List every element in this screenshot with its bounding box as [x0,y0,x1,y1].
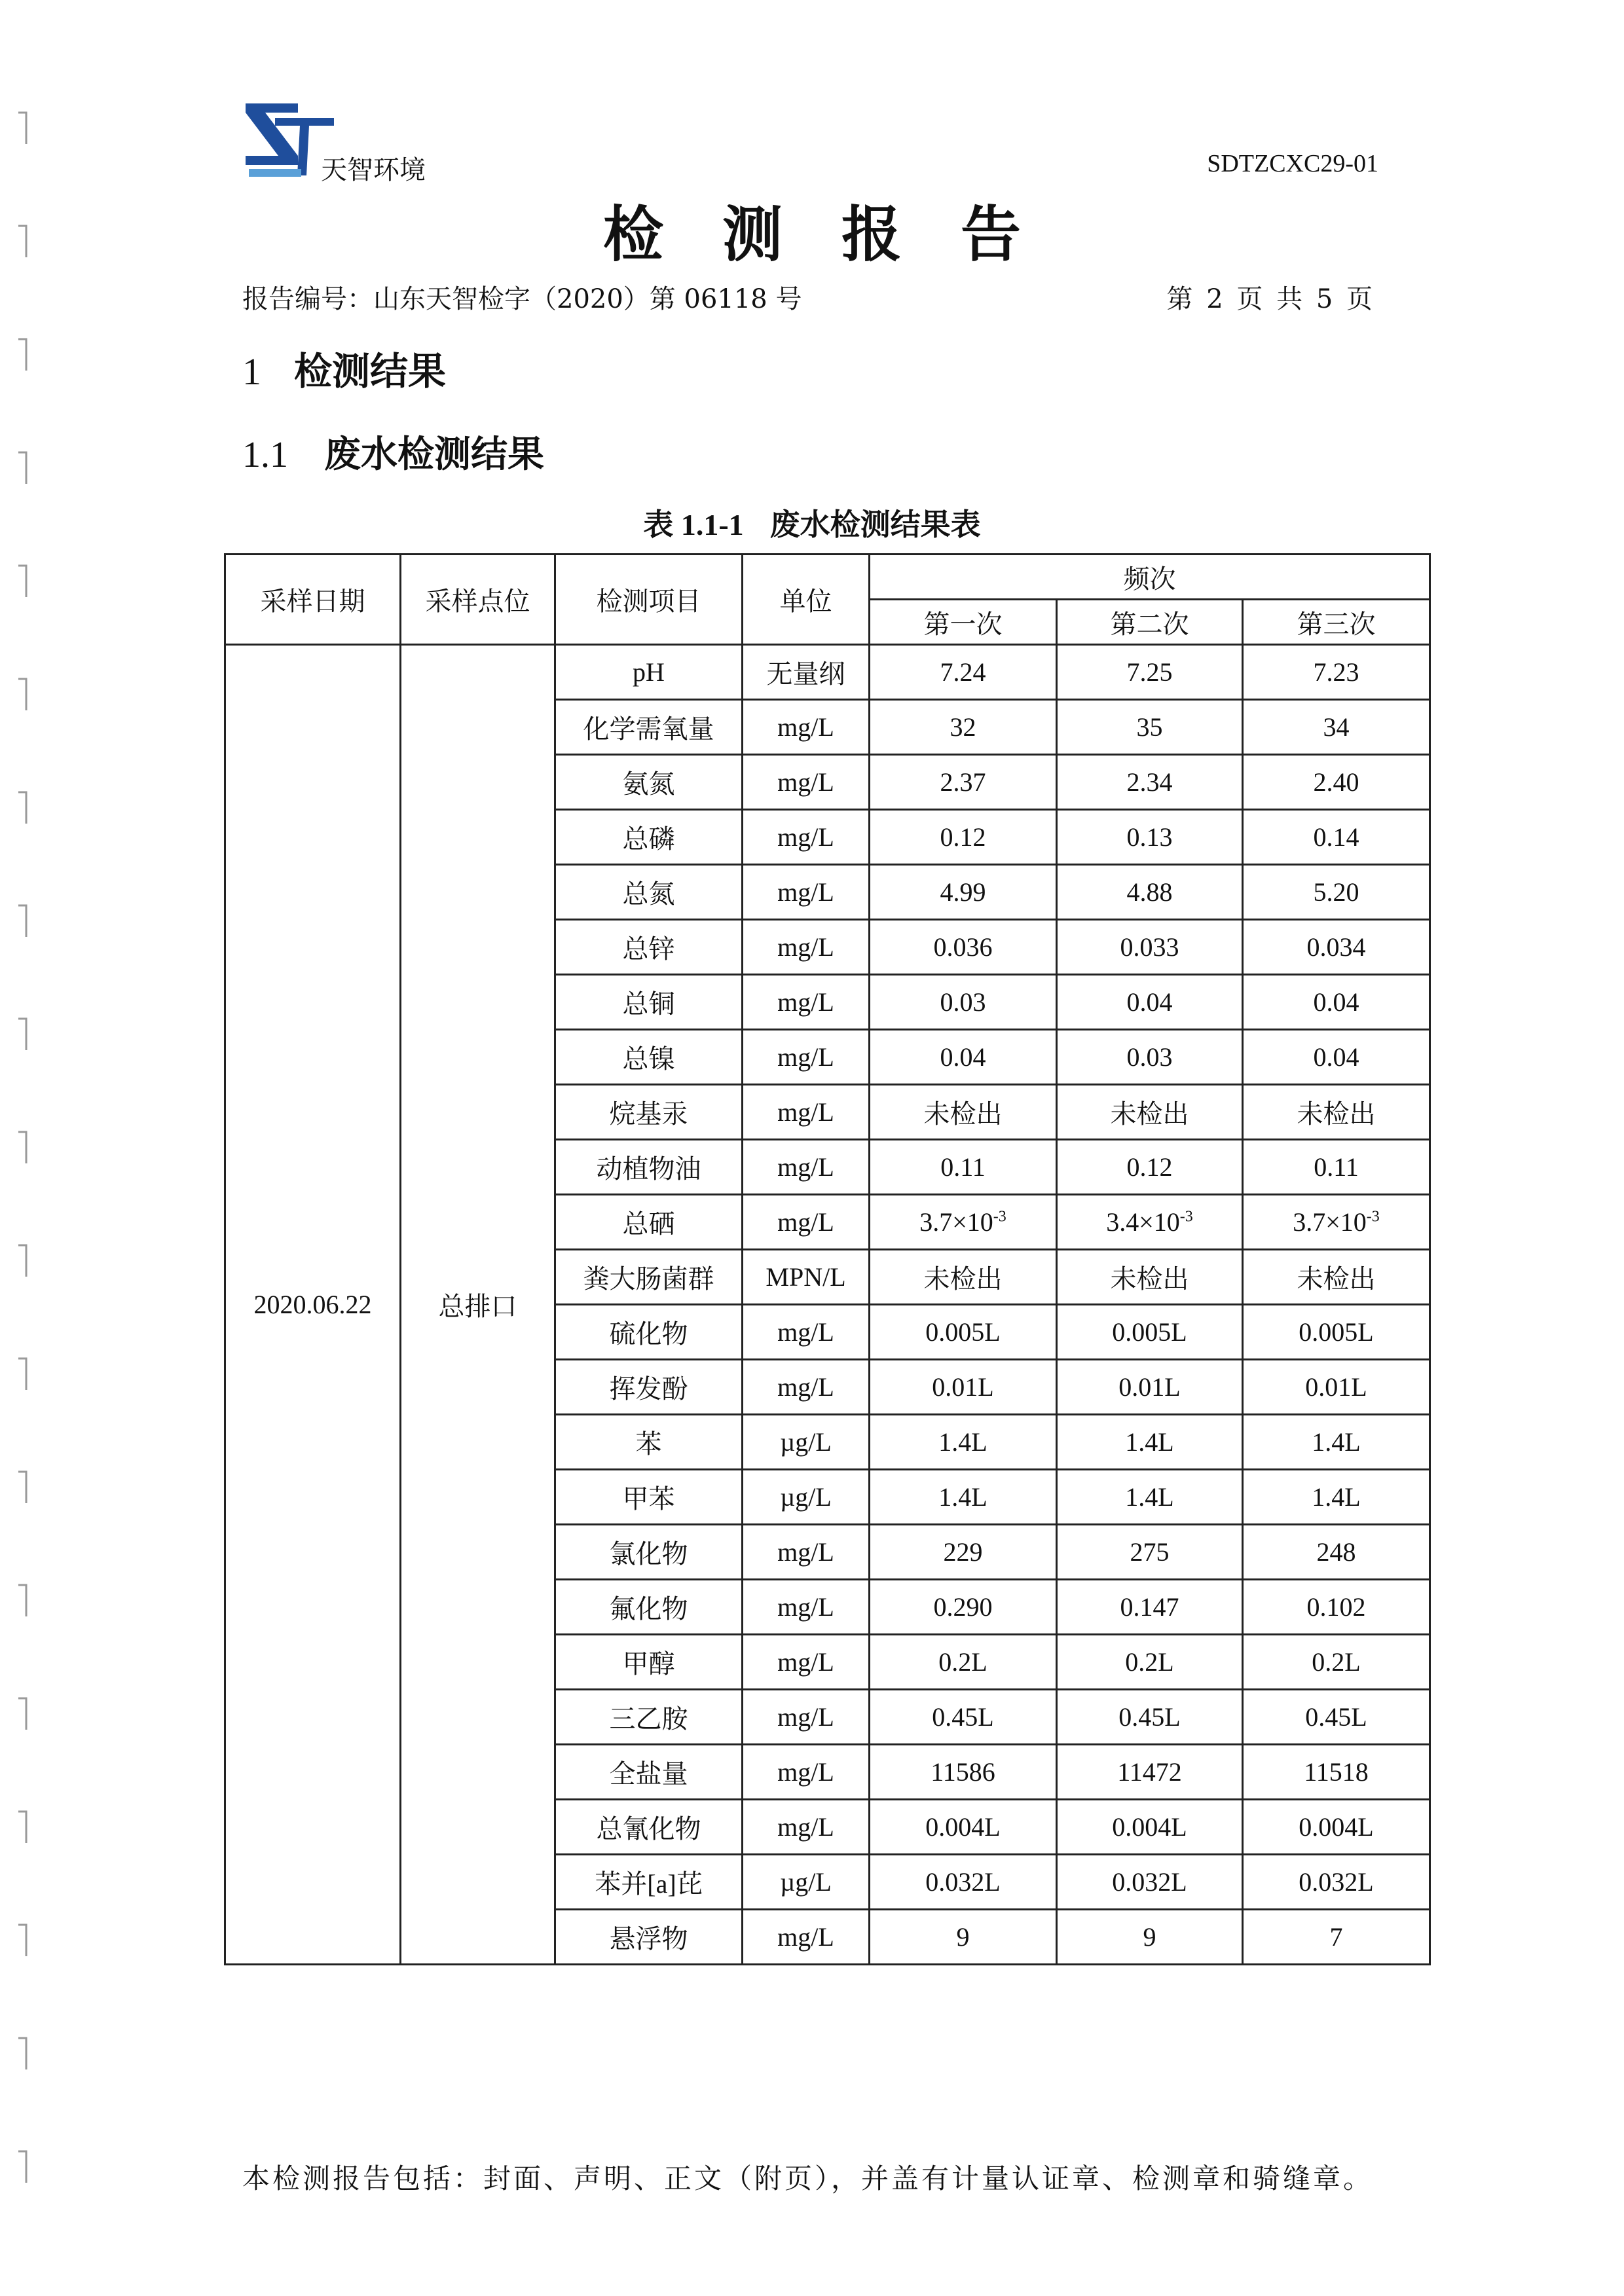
value-first-text: 0.11 [940,1152,986,1182]
unit-cell [743,1360,870,1415]
value-third [1243,1140,1430,1195]
value-second [1057,1030,1243,1085]
unit-cell-text: mg/L [777,932,834,962]
unit-cell-text: mg/L [777,1207,834,1237]
item-cell [555,865,743,920]
value-first-text: 32 [950,712,976,742]
value-second-text: 未检出 [1110,1099,1189,1129]
value-third [1243,1635,1430,1690]
value-second-text: 0.13 [1126,822,1173,852]
item-cell-text: 化学需氧量 [583,714,714,744]
value-third-text: 11518 [1304,1757,1369,1787]
sampling-date-cell: 2020.06.22 [225,645,401,1965]
unit-cell [743,975,870,1030]
value-third [1243,865,1430,920]
value-first [870,920,1057,975]
unit-cell [743,1085,870,1140]
table-caption [0,501,1624,544]
value-second [1057,975,1243,1030]
value-first [870,1250,1057,1305]
value-first [870,1855,1057,1910]
unit-cell [743,1745,870,1800]
unit-cell [743,755,870,810]
value-third-text: 0.004L [1299,1812,1374,1842]
value-first [870,1030,1057,1085]
value-third [1243,1250,1430,1305]
value-first-text: 3.7×10 [919,1207,993,1237]
unit-cell [743,1415,870,1470]
value-second-text: 0.04 [1126,987,1173,1017]
unit-cell [743,1800,870,1855]
section-title: 检测结果 [294,349,447,393]
item-cell-text: 粪大肠菌群 [583,1264,714,1294]
unit-cell [743,810,870,865]
value-first [870,1415,1057,1470]
value-first-text: 0.005L [925,1317,1001,1347]
page-indicator: 第 2 页 共 5 页 [1166,284,1375,314]
value-third-text: 0.102 [1306,1592,1366,1622]
value-third-text: 2.40 [1313,767,1359,797]
section-heading [242,340,446,395]
section-number: 1 [242,350,261,393]
item-cell [555,700,743,755]
subsection-title: 废水检测结果 [324,433,544,476]
value-second-text: 275 [1130,1537,1170,1567]
unit-cell-text: µg/L [780,1482,832,1512]
value-third-text: 7 [1329,1922,1343,1952]
value-second-text: 未检出 [1110,1264,1189,1294]
value-second-text: 4.88 [1126,877,1173,907]
value-third [1243,1415,1430,1470]
header-sampling-date: 采样日期 [225,555,401,645]
unit-cell-text: µg/L [780,1427,832,1457]
item-cell-text: 硫化物 [609,1319,688,1349]
unit-cell [743,1305,870,1360]
value-third-text: 0.14 [1313,822,1359,852]
footer-note: 本检测报告包括：封面、声明、正文（附页），并盖有计量认证章、检测章和骑缝章。 [242,2162,1374,2195]
value-first-text: 未检出 [923,1099,1003,1129]
value-third [1243,1855,1430,1910]
value-first [870,1195,1057,1250]
value-third [1243,1910,1430,1965]
unit-cell-text: mg/L [777,1702,834,1732]
item-cell [555,920,743,975]
value-third-text: 0.2L [1312,1647,1361,1677]
value-second-text: 0.005L [1112,1317,1187,1347]
value-second [1057,865,1243,920]
value-second-text: 0.2L [1125,1647,1174,1677]
value-first [870,1085,1057,1140]
value-third-text: 未检出 [1297,1264,1376,1294]
value-third-text: 34 [1323,712,1350,742]
value-second [1057,1800,1243,1855]
unit-cell-text: mg/L [777,1042,834,1072]
value-third-text: 3.7×10 [1293,1207,1367,1237]
item-cell [555,1800,743,1855]
value-second [1057,1525,1243,1580]
value-first-text: 未检出 [923,1264,1003,1294]
item-cell-text: 烷基汞 [609,1099,688,1129]
value-first-text: 0.290 [933,1592,993,1622]
results-table [224,553,1431,1965]
value-second [1057,1690,1243,1745]
report-title: 检测报告 [602,200,1080,270]
value-second-text: 0.033 [1120,932,1179,962]
value-first [870,1800,1057,1855]
value-third [1243,975,1430,1030]
item-cell-text: 苯 [635,1429,662,1459]
binding-marks [0,0,52,2296]
value-second [1057,1415,1243,1470]
unit-cell [743,1635,870,1690]
item-cell [555,1525,743,1580]
value-first-text: 4.99 [940,877,986,907]
value-third-text: 0.032L [1299,1867,1374,1897]
item-cell-text: 总硒 [622,1209,675,1239]
value-first-text: 0.04 [940,1042,986,1072]
header-test-item: 检测项目 [555,555,743,645]
value-first [870,865,1057,920]
table-title: 废水检测结果表 [769,507,981,542]
value-second-text: 0.03 [1126,1042,1173,1072]
value-first-text: 0.2L [938,1647,987,1677]
item-cell-text: 总镍 [622,1044,675,1074]
value-first-text: 0.01L [932,1372,994,1402]
value-second [1057,1580,1243,1635]
item-cell-text: 悬浮物 [609,1924,688,1954]
value-third [1243,1745,1430,1800]
value-second [1057,645,1243,700]
item-cell-text: 三乙胺 [609,1704,688,1734]
unit-cell [743,645,870,700]
value-second [1057,1470,1243,1525]
value-first [870,1525,1057,1580]
item-cell-text: 总铜 [622,989,675,1019]
unit-cell-text: mg/L [777,1757,834,1787]
value-first [870,975,1057,1030]
value-third [1243,645,1430,700]
item-cell-text: 总磷 [622,824,675,854]
unit-cell [743,1470,870,1525]
unit-cell [743,920,870,975]
value-third [1243,920,1430,975]
item-cell [555,1470,743,1525]
item-cell [555,1360,743,1415]
header-unit: 单位 [743,555,870,645]
unit-cell-text: mg/L [777,1537,834,1567]
item-cell [555,1305,743,1360]
value-third [1243,755,1430,810]
value-second-text: 0.12 [1126,1152,1173,1182]
item-cell [555,645,743,700]
value-second [1057,1305,1243,1360]
value-second [1057,755,1243,810]
item-cell-text: 挥发酚 [609,1374,688,1404]
item-cell [555,1635,743,1690]
value-second-text: 7.25 [1126,657,1173,687]
table-row [225,645,1430,700]
unit-cell-text: mg/L [777,1097,834,1127]
unit-cell [743,1525,870,1580]
item-cell-text: 总氰化物 [596,1814,701,1844]
value-first-text: 0.45L [932,1702,994,1732]
value-first-text: 0.036 [933,932,993,962]
item-cell [555,1195,743,1250]
value-first-text: 0.12 [940,822,986,852]
value-second [1057,1085,1243,1140]
value-second-text: 9 [1143,1922,1156,1952]
value-first-text: 9 [956,1922,970,1952]
unit-cell-text: mg/L [777,1647,834,1677]
unit-cell [743,865,870,920]
item-cell [555,1030,743,1085]
value-third-text: 7.23 [1313,657,1359,687]
item-cell [555,1250,743,1305]
value-third [1243,1085,1430,1140]
value-first-exponent: -3 [993,1208,1006,1226]
value-first-text: 2.37 [940,767,986,797]
unit-cell-text: mg/L [777,1152,834,1182]
value-second-text: 3.4×10 [1106,1207,1180,1237]
value-third [1243,1305,1430,1360]
item-cell [555,1140,743,1195]
value-second [1057,1195,1243,1250]
value-first [870,700,1057,755]
unit-cell-text: mg/L [777,1812,834,1842]
value-third-text: 1.4L [1312,1482,1361,1512]
value-second-text: 0.032L [1112,1867,1187,1897]
unit-cell [743,1690,870,1745]
unit-cell [743,1250,870,1305]
item-cell-text: 总锌 [622,934,675,964]
company-name: 天智环境 [321,155,426,185]
unit-cell [743,1580,870,1635]
value-first [870,1360,1057,1415]
value-second [1057,810,1243,865]
report-number: 报告编号：山东天智检字（2020）第 06118 号 [242,284,802,314]
value-third-text: 0.11 [1314,1152,1359,1182]
value-second [1057,1745,1243,1800]
value-first-text: 229 [943,1537,983,1567]
item-cell-text: pH [633,657,665,687]
company-logo [236,98,334,183]
value-first [870,1470,1057,1525]
value-first [870,1140,1057,1195]
value-third-text: 0.034 [1306,932,1366,962]
value-third-text: 1.4L [1312,1427,1361,1457]
unit-cell [743,700,870,755]
sampling-point-cell: 总排口 [401,645,555,1965]
header-frequency: 频次 [870,555,1430,600]
document-code: SDTZCXC29-01 [1207,150,1378,177]
value-second [1057,1855,1243,1910]
item-cell [555,1580,743,1635]
value-first [870,1580,1057,1635]
value-first-text: 0.004L [925,1812,1001,1842]
value-second-text: 11472 [1117,1757,1182,1787]
value-first [870,1305,1057,1360]
subsection-heading [242,426,544,478]
value-second-text: 0.004L [1112,1812,1187,1842]
value-first [870,1745,1057,1800]
item-cell-text: 动植物油 [596,1154,701,1184]
value-first [870,755,1057,810]
item-cell-text: 氨氮 [622,769,675,799]
table-number: 表 1.1-1 [643,508,744,541]
value-third [1243,1030,1430,1085]
item-cell [555,975,743,1030]
item-cell [555,1085,743,1140]
value-third [1243,1470,1430,1525]
value-second [1057,1635,1243,1690]
unit-cell [743,1030,870,1085]
item-cell-text: 氯化物 [609,1539,688,1569]
unit-cell-text: mg/L [777,712,834,742]
value-third-text: 248 [1316,1537,1356,1567]
value-second-text: 0.147 [1120,1592,1179,1622]
item-cell-text: 总氮 [622,879,675,909]
value-third [1243,1360,1430,1415]
unit-cell-text: mg/L [777,1592,834,1622]
item-cell [555,1415,743,1470]
value-third-text: 0.45L [1305,1702,1367,1732]
header-sampling-point: 采样点位 [401,555,555,645]
value-second-text: 1.4L [1125,1427,1174,1457]
item-cell [555,810,743,865]
header-second: 第二次 [1057,600,1243,645]
value-first [870,1690,1057,1745]
unit-cell-text: mg/L [777,987,834,1017]
value-second [1057,1910,1243,1965]
unit-cell-text: mg/L [777,822,834,852]
unit-cell-text: µg/L [780,1867,832,1897]
value-first-text: 1.4L [938,1482,987,1512]
value-first-text: 0.032L [925,1867,1001,1897]
value-third [1243,700,1430,755]
header-first: 第一次 [870,600,1057,645]
value-third [1243,1580,1430,1635]
unit-cell-text: mg/L [777,1372,834,1402]
unit-cell-text: MPN/L [766,1262,846,1292]
value-second-text: 0.01L [1118,1372,1181,1402]
value-second [1057,1360,1243,1415]
value-second [1057,920,1243,975]
unit-cell-text: mg/L [777,767,834,797]
value-third-text: 5.20 [1313,877,1359,907]
unit-cell-text: 无量纲 [766,659,845,689]
value-first-text: 7.24 [940,657,986,687]
value-second [1057,700,1243,755]
value-second-text: 35 [1136,712,1163,742]
item-cell-text: 甲醇 [622,1649,675,1679]
value-third-text: 0.01L [1305,1372,1367,1402]
item-cell-text: 苯并[a]芘 [595,1869,703,1899]
value-second-text: 1.4L [1125,1482,1174,1512]
value-third-exponent: -3 [1366,1208,1380,1226]
value-second-text: 2.34 [1126,767,1173,797]
value-second [1057,1250,1243,1305]
unit-cell [743,1195,870,1250]
value-third [1243,1195,1430,1250]
subsection-number: 1.1 [242,435,288,475]
item-cell [555,755,743,810]
unit-cell [743,1140,870,1195]
value-first-text: 0.03 [940,987,986,1017]
value-third-text: 0.04 [1313,987,1359,1017]
value-first [870,1910,1057,1965]
item-cell-text: 全盐量 [609,1759,688,1789]
item-cell-text: 甲苯 [622,1484,675,1514]
value-third-text: 0.005L [1299,1317,1374,1347]
value-first-text: 11586 [931,1757,995,1787]
value-third [1243,1690,1430,1745]
item-cell [555,1690,743,1745]
value-third [1243,1525,1430,1580]
value-first-text: 1.4L [938,1427,987,1457]
item-cell [555,1910,743,1965]
value-first [870,1635,1057,1690]
unit-cell [743,1910,870,1965]
value-second-exponent: -3 [1179,1208,1193,1226]
value-second [1057,1140,1243,1195]
item-cell [555,1745,743,1800]
item-cell [555,1855,743,1910]
unit-cell-text: mg/L [777,1317,834,1347]
value-third [1243,1800,1430,1855]
item-cell-text: 氟化物 [609,1594,688,1624]
value-second-text: 0.45L [1118,1702,1181,1732]
value-third-text: 0.04 [1313,1042,1359,1072]
value-third [1243,810,1430,865]
value-first [870,645,1057,700]
value-third-text: 未检出 [1297,1099,1376,1129]
unit-cell-text: mg/L [777,877,834,907]
unit-cell-text: mg/L [777,1922,834,1952]
header-third: 第三次 [1243,600,1430,645]
value-first [870,810,1057,865]
unit-cell [743,1855,870,1910]
